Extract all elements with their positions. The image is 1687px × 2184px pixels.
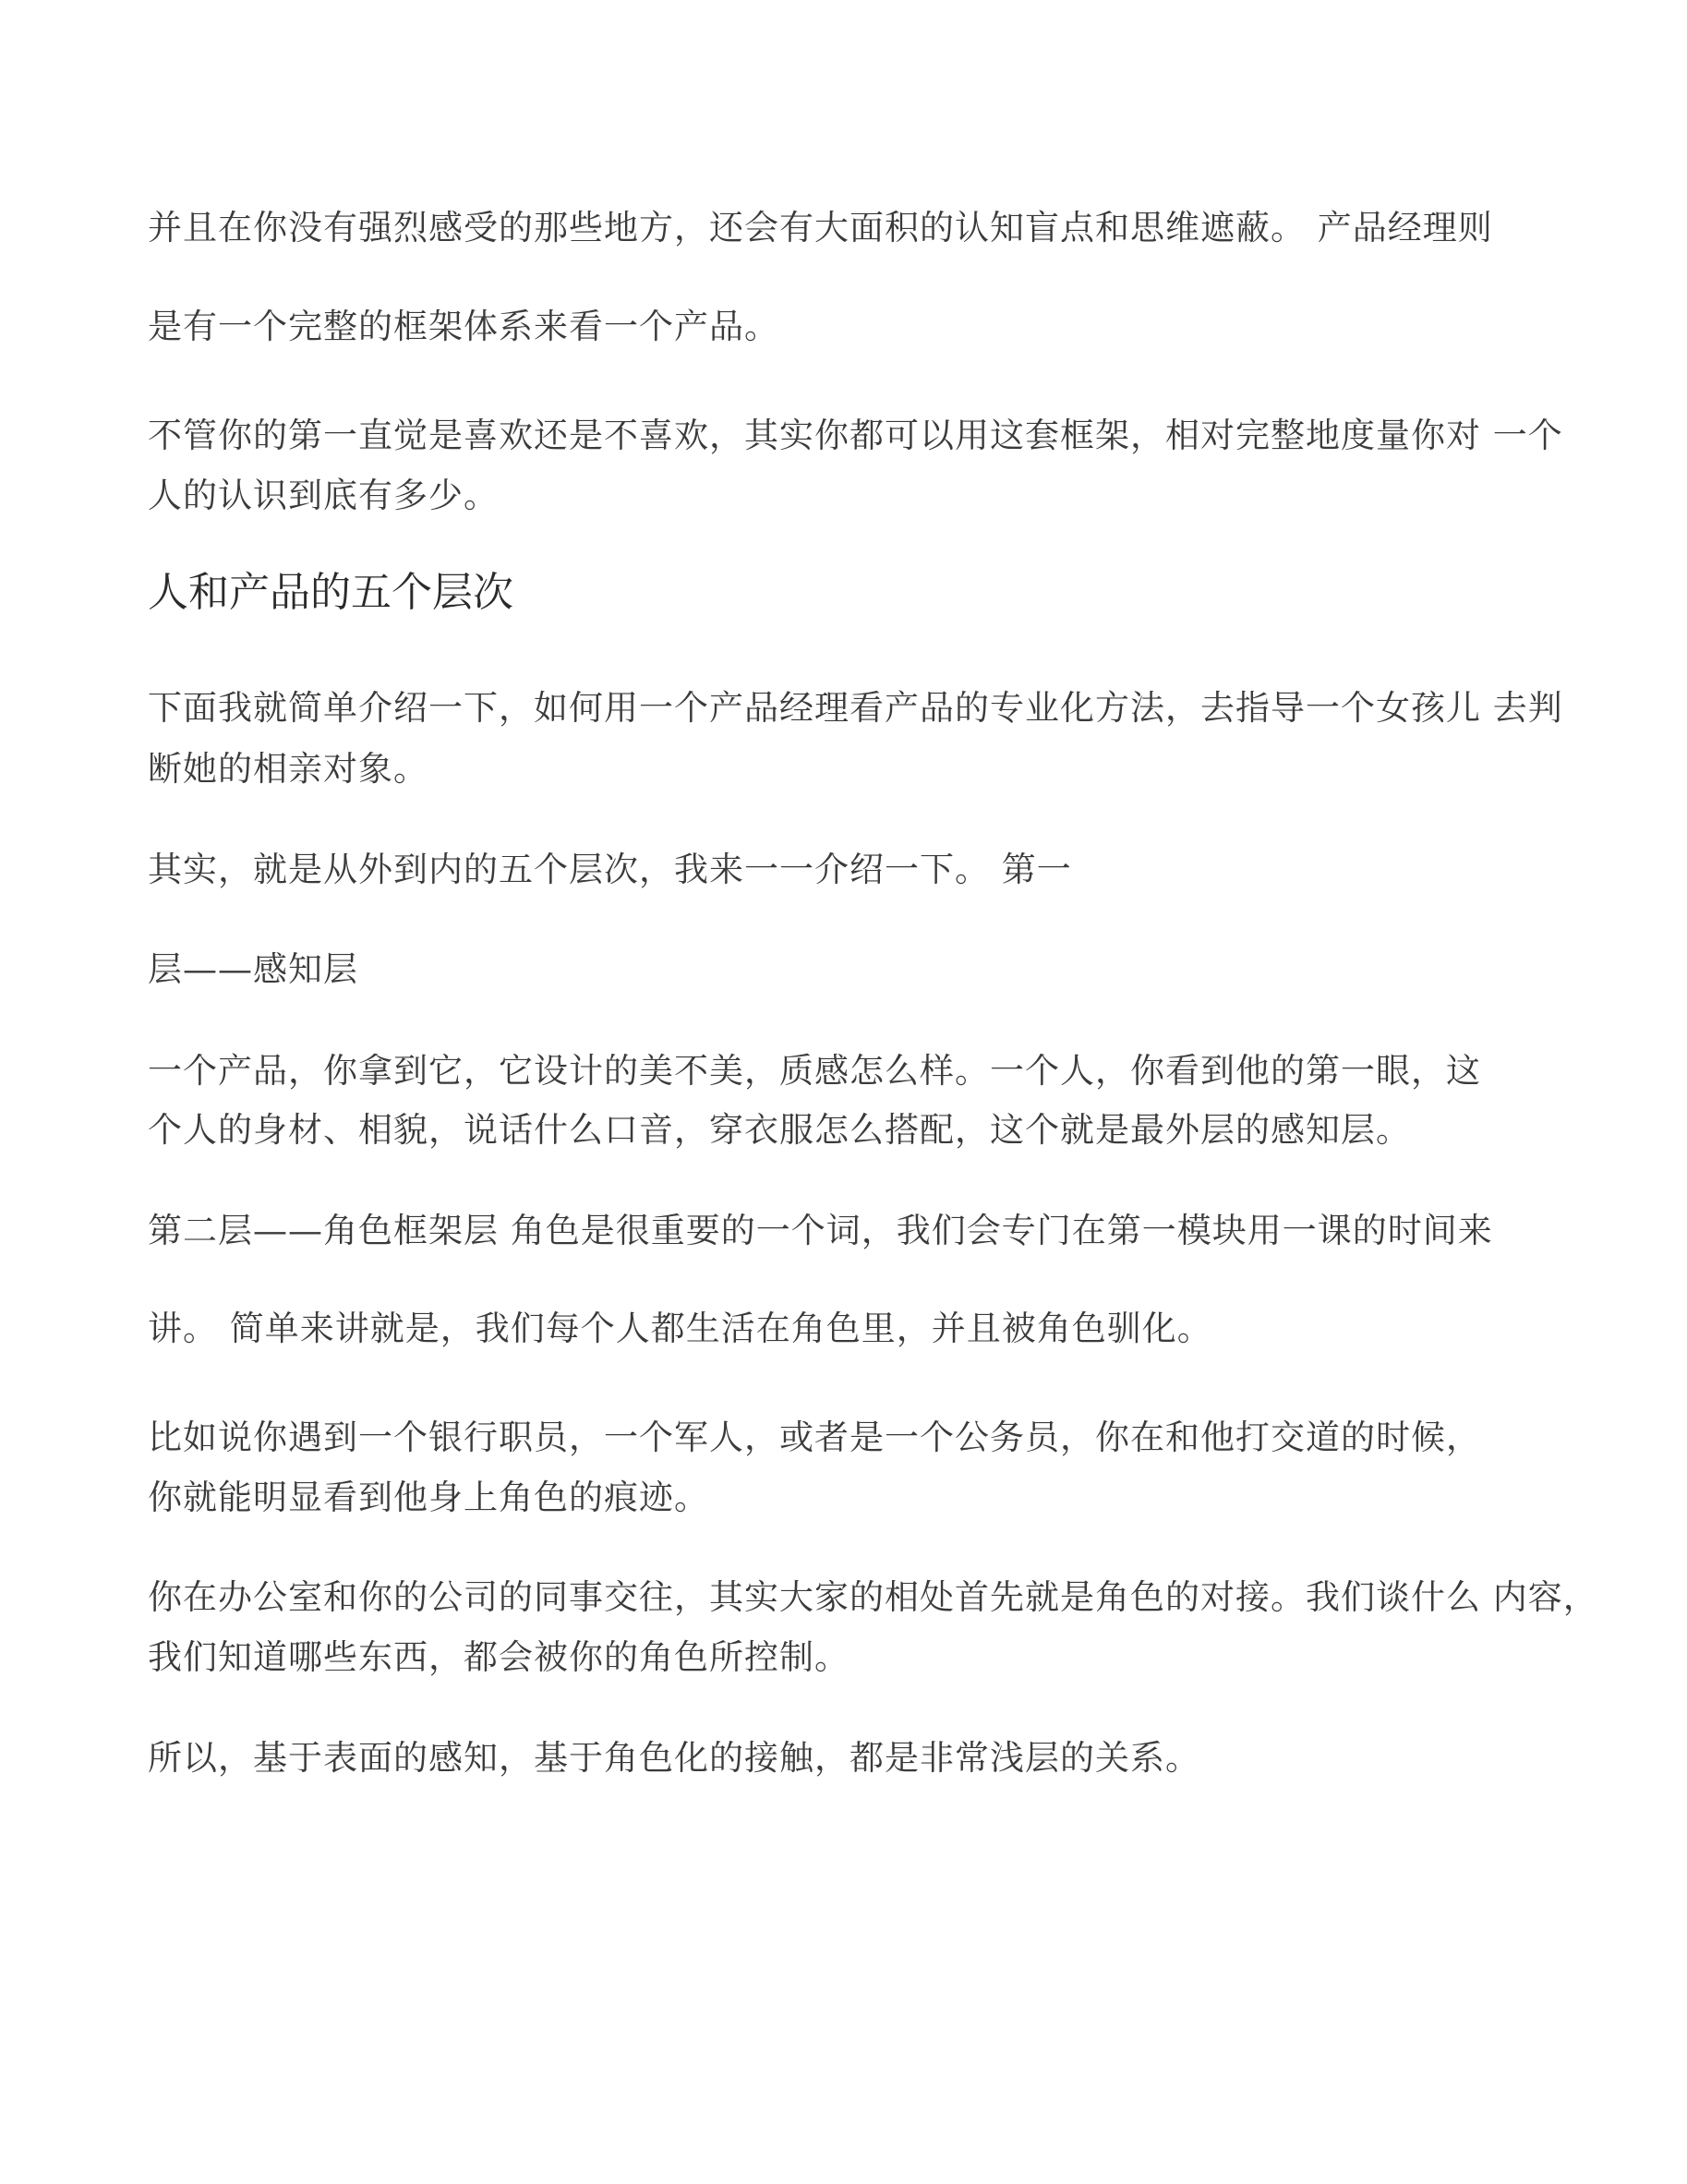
paragraph-line: 其实，就是从外到内的五个层次，我来一一介绍一下。 第一: [148, 850, 1072, 889]
section-heading: 人和产品的五个层次: [148, 569, 513, 616]
paragraph-line: 比如说你遇到一个银行职员，一个军人，或者是一个公务员，你在和他打交道的时候，: [148, 1418, 1481, 1457]
paragraph-line: 层——感知层: [148, 949, 358, 989]
paragraph-line: 一个产品，你拿到它，它设计的美不美，质感怎么样。一个人，你看到他的第一眼，这: [148, 1051, 1481, 1091]
paragraph-line: 所以，基于表面的感知，基于角色化的接触，都是非常浅层的关系。: [148, 1738, 1200, 1778]
paragraph-line: 我们知道哪些东西，都会被你的角色所控制。: [148, 1637, 850, 1677]
paragraph-line: 讲。 简单来讲就是，我们每个人都生活在角色里，并且被角色驯化。: [148, 1309, 1212, 1348]
paragraph-line: 下面我就简单介绍一下，如何用一个产品经理看产品的专业化方法，去指导一个女孩儿 去判: [148, 688, 1563, 728]
paragraph-line: 你在办公室和你的公司的同事交往，其实大家的相处首先就是角色的对接。我们谈什么 内容，: [148, 1577, 1598, 1617]
paragraph-line: 是有一个完整的框架体系来看一个产品。: [148, 307, 779, 346]
paragraph-line: 你就能明显看到他身上角色的痕迹。: [148, 1478, 709, 1517]
paragraph-line: 断她的相亲对象。: [148, 749, 428, 789]
paragraph-line: 并且在你没有强烈感受的那些地方，还会有大面积的认知盲点和思维遮蔽。 产品经理则: [148, 208, 1493, 247]
paragraph-line: 个人的身材、相貌，说话什么口音，穿衣服怎么搭配，这个就是最外层的感知层。: [148, 1110, 1411, 1150]
paragraph-line: 第二层——角色框架层 角色是很重要的一个词，我们会专门在第一模块用一课的时间来: [148, 1211, 1493, 1250]
paragraph-line: 人的认识到底有多少。: [148, 476, 499, 515]
paragraph-line: 不管你的第一直觉是喜欢还是不喜欢，其实你都可以用这套框架，相对完整地度量你对 一个: [148, 416, 1563, 455]
